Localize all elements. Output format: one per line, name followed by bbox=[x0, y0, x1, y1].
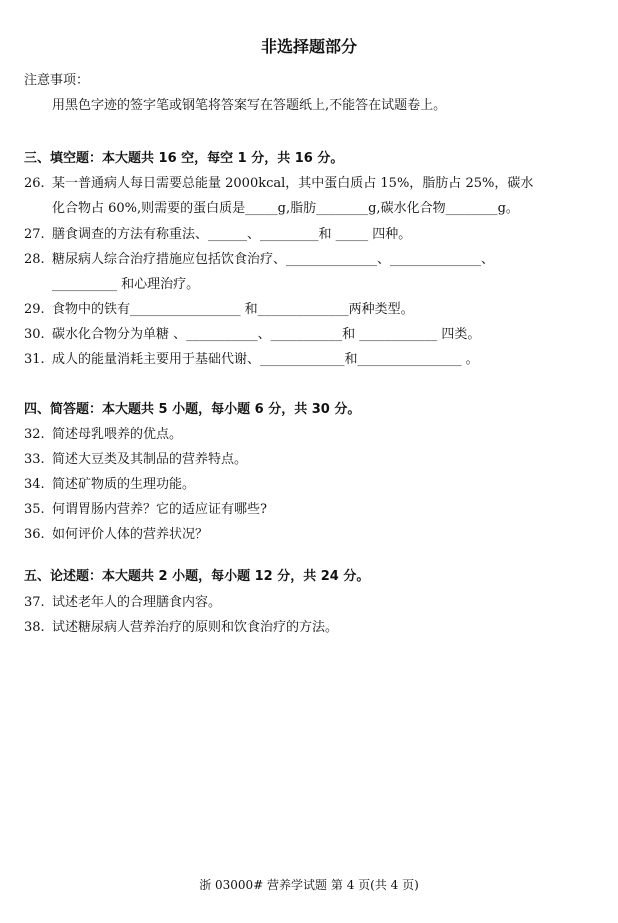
notice-text: 用黑色字迹的签字笔或钢笔将答案写在答题纸上,不能答在试题卷上。 bbox=[52, 98, 447, 113]
question-text: 碳水化合物分为单糖 、___________、___________和 ____________ 四类。 bbox=[52, 327, 481, 342]
question-number: 26. bbox=[24, 176, 45, 191]
question-number: 33. bbox=[24, 452, 45, 467]
question-text: 简述母乳喂养的优点。 bbox=[52, 427, 183, 442]
question-text: 成人的能量消耗主要用于基础代谢、_____________和________________ 。 bbox=[52, 352, 479, 367]
page-footer: 浙 03000# 营养学试题 第 4 页(共 4 页) bbox=[199, 878, 419, 892]
question-text-continued: 化合物占 60%,则需要的蛋白质是_____g,脂肪________g,碳水化合物________g。 bbox=[52, 201, 519, 216]
question-number: 36. bbox=[24, 527, 45, 542]
question-number: 27. bbox=[24, 227, 45, 242]
question-text: 何谓胃肠内营养？它的适应证有哪些? bbox=[52, 502, 267, 517]
notice-heading: 注意事项： bbox=[24, 73, 90, 88]
question-text: 简述矿物质的生理功能。 bbox=[52, 477, 196, 492]
question-number: 34. bbox=[24, 477, 45, 492]
section-heading-fill-blank: 三、填空题：本大题共 16 空，每空 1 分，共 16 分。 bbox=[24, 151, 344, 166]
question-text: 试述老年人的合理膳食内容。 bbox=[52, 595, 222, 610]
question-text: 食物中的铁有_________________ 和______________两种类型。 bbox=[52, 302, 414, 317]
question-text: 某一普通病人每日需要总能量 2000kcal，其中蛋白质占 15%，脂肪占 25%，碳水 bbox=[52, 176, 534, 191]
question-number: 38. bbox=[24, 620, 45, 635]
question-number: 29. bbox=[24, 302, 45, 317]
page-title: 非选择题部分 bbox=[260, 37, 357, 56]
question-text: 简述大豆类及其制品的营养特点。 bbox=[52, 452, 248, 467]
section-heading-short-answer: 四、简答题：本大题共 5 小题，每小题 6 分，共 30 分。 bbox=[24, 402, 361, 417]
question-text-continued: __________ 和心理治疗。 bbox=[52, 277, 200, 292]
question-number: 35. bbox=[24, 502, 45, 517]
question-number: 37. bbox=[24, 595, 45, 610]
question-text: 糖尿病人综合治疗措施应包括饮食治疗、______________、______________、 bbox=[52, 252, 495, 267]
question-number: 31. bbox=[24, 352, 45, 367]
question-number: 30. bbox=[24, 327, 45, 342]
question-number: 28. bbox=[24, 252, 45, 267]
question-text: 试述糖尿病人营养治疗的原则和饮食治疗的方法。 bbox=[52, 620, 339, 635]
section-heading-essay: 五、论述题：本大题共 2 小题，每小题 12 分，共 24 分。 bbox=[24, 569, 370, 584]
question-text: 膳食调查的方法有称重法、______、_________和 _____ 四种。 bbox=[52, 227, 412, 242]
question-text: 如何评价人体的营养状况？ bbox=[52, 527, 209, 542]
question-number: 32. bbox=[24, 427, 45, 442]
